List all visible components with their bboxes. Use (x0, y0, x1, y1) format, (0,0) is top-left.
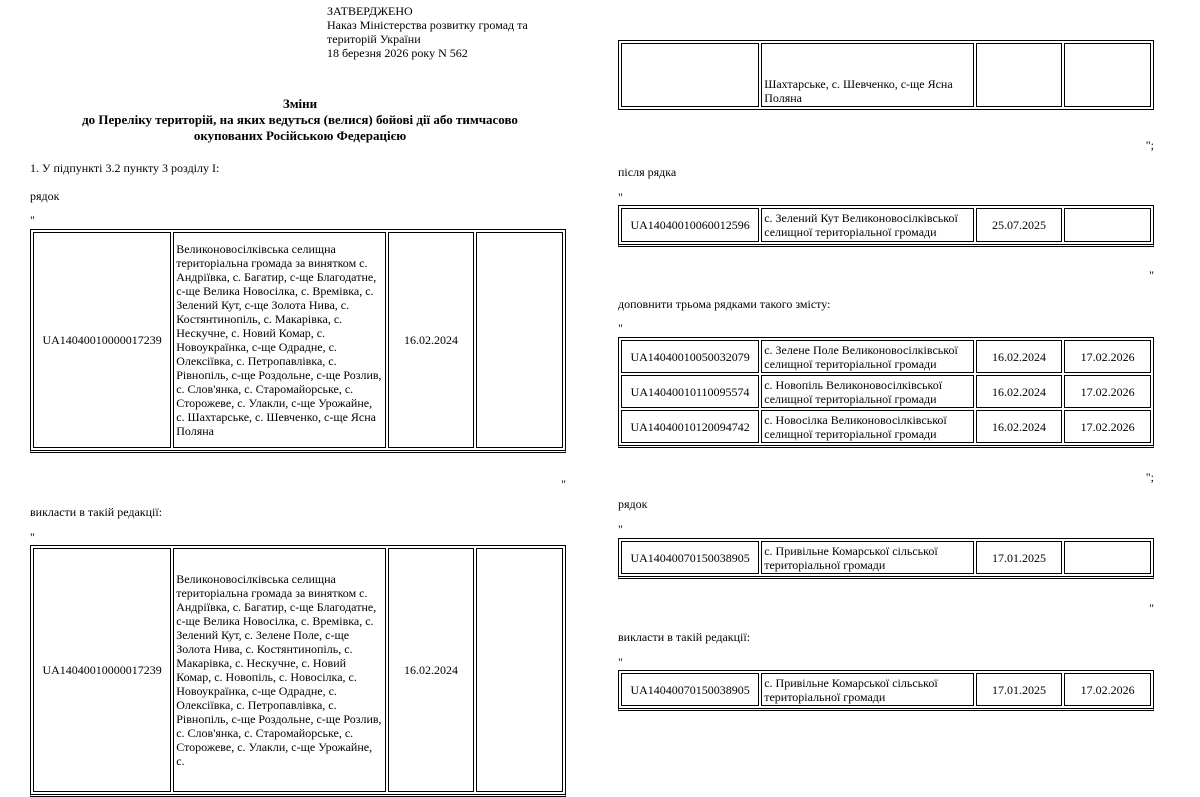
start-date-cell: 16.02.2024 (976, 340, 1063, 373)
approved-word: ЗАТВЕРДЖЕНО (327, 4, 413, 18)
open-quote: " (618, 522, 623, 536)
open-quote: " (618, 655, 623, 669)
end-date-cell: 17.02.2026 (1064, 340, 1151, 373)
code-cell: UA14040010050032079 (621, 340, 759, 373)
order-line-2: територій України (327, 32, 421, 46)
open-quote: " (30, 213, 35, 227)
replace-label-2: викласти в такій редакції: (618, 630, 751, 644)
start-date-cell: 16.02.2024 (976, 375, 1063, 408)
name-cell: Шахтарське, с. Шевченко, с-ще Ясна Поляна (761, 43, 973, 107)
order-line-3: 18 березня 2026 року N 562 (327, 46, 468, 60)
close-quote-semicolon: "; (1145, 138, 1154, 152)
right-table-added (618, 337, 1154, 448)
name-cell: Великоновосілківська селищна територіальна громада за винятком с. Андріївка, с. Багатир, с-ще Благодатне, с-ще Велика Новосілка, с. Времівка, с. Зелений Кут, с-ще Золота Нива, с. Костянтинопіль, с. Макарівка, с. Нескучне, с. Новий Комар, с. Новоукраїнка, с-ще Одрадне, с. Олексіївка, с. Петропавлівка, с. Рівнопіль, с-ще Роздольне, с-ще Розлив, с. Слов'янка, с. Старомайорське, с. Сторожеве, с. Улакли, с-ще Урожайне, с. Шахтарське, с. Шевченко, с-ще Ясна Поляна (173, 232, 385, 448)
name-cell: с. Привільне Комарської сільської територіальної громади (761, 673, 973, 706)
document-title (40, 96, 560, 144)
name-cell: с. Новопіль Великоновосілківської селищної територіальної громади (761, 375, 973, 408)
table-row (621, 208, 1151, 242)
code-cell: UA14040010110095574 (621, 375, 759, 408)
code-cell: UA14040070150038905 (621, 541, 759, 574)
row-label-2: рядок (618, 497, 648, 511)
open-quote: " (618, 190, 623, 204)
code-cell: UA14040070150038905 (621, 673, 759, 706)
close-quote: " (561, 477, 566, 491)
name-cell: с. Новосілка Великоновосілківської селищної територіальної громади (761, 410, 973, 443)
start-date-cell: 16.02.2024 (976, 410, 1063, 443)
table-row (621, 375, 1151, 408)
start-date-cell: 17.01.2025 (976, 541, 1063, 574)
right-table-new (618, 670, 1154, 711)
end-date-cell: 17.02.2026 (1064, 410, 1151, 443)
close-quote-semicolon: "; (1145, 470, 1154, 484)
right-table-old (618, 538, 1154, 579)
end-date-cell (476, 232, 563, 448)
end-date-cell (1064, 541, 1151, 574)
replace-label: викласти в такій редакції: (30, 505, 163, 519)
start-date-cell: 16.02.2024 (388, 232, 475, 448)
after-row-label: після рядка (618, 165, 677, 179)
end-date-cell (476, 548, 563, 792)
item-1-text: 1. У підпункті 3.2 пункту 3 розділу I: (30, 161, 220, 175)
table-row (621, 541, 1151, 574)
start-date-cell: 17.01.2025 (976, 673, 1063, 706)
table-row (621, 340, 1151, 373)
order-line-1: Наказ Міністерства розвитку громад та (327, 18, 528, 32)
end-date-cell (1064, 208, 1151, 242)
add-three-label: доповнити трьома рядками такого змісту: (618, 297, 831, 311)
table-row (621, 410, 1151, 443)
name-cell: с. Зелений Кут Великоновосілківської селищної територіальної громади (761, 208, 973, 242)
table-row (33, 548, 563, 792)
right-top-fragment (618, 0, 1158, 110)
title-line-2: до Переліку територій, на яких ведуться (велися) бойові дії або тимчасово (82, 112, 518, 127)
code-cell: UA14040010060012596 (621, 208, 759, 242)
code-cell: UA14040010120094742 (621, 410, 759, 443)
close-quote: " (1149, 601, 1154, 615)
open-quote: " (618, 321, 623, 335)
right-table-continued (618, 40, 1154, 110)
table-row (33, 232, 563, 448)
title-line-1: Зміни (282, 96, 318, 111)
end-date-cell: 17.02.2026 (1064, 673, 1151, 706)
left-table-new (30, 545, 566, 797)
right-table-after (618, 205, 1154, 247)
start-date-cell: 16.02.2024 (388, 548, 475, 792)
close-quote: " (1149, 268, 1154, 282)
name-cell: Великоновосілківська селищна територіальна громада за винятком с. Андріївка, с. Багатир, с-ще Благодатне, с-ще Велика Новосілка, с. Времівка, с. Зелений Кут, с. Зелене Поле, с-ще Золота Нива, с. Костянтинопіль, с. Макарівка, с. Нескучне, с. Новий Комар, с. Новопіль, с. Новосілка, с. Новоукраїнка, с-ще Одрадне, с. Олексіївка, с. Петропавлівка, с. Рівнопіль, с-ще Роздольне, с-ще Розлив, с. Слов'янка, с. Старомайорське, с. Сторожеве, с. Улакли, с-ще Урожайне, с. (173, 548, 385, 792)
title-line-3: окупованих Російською Федерацією (193, 128, 407, 143)
table-row (621, 673, 1151, 706)
code-cell: UA14040010000017239 (33, 548, 171, 792)
name-cell: с. Зелене Поле Великоновосілківської селищної територіальної громади (761, 340, 973, 373)
start-date-cell: 25.07.2025 (976, 208, 1063, 242)
table-row (621, 43, 1151, 107)
approval-block (327, 4, 567, 60)
end-date-cell: 17.02.2026 (1064, 375, 1151, 408)
row-label: рядок (30, 189, 60, 203)
name-cell: с. Привільне Комарської сільської територіальної громади (761, 541, 973, 574)
open-quote: " (30, 530, 35, 544)
left-table-old (30, 229, 566, 453)
code-cell: UA14040010000017239 (33, 232, 171, 448)
